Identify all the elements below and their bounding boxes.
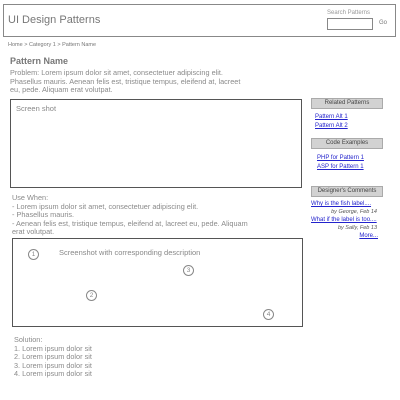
related-link-1[interactable]: Pattern Alt 1 xyxy=(315,114,348,120)
related-link-2[interactable]: Pattern Alt 2 xyxy=(315,123,348,129)
comment-link-2[interactable]: What if the label is too.... xyxy=(311,217,377,223)
related-patterns-header: Related Patterns xyxy=(311,98,383,109)
designers-comments-header: Designer's Comments xyxy=(311,186,383,197)
callout-marker-2: 2 xyxy=(86,290,97,301)
use-when-text: Use When: - Lorem ipsum dolor sit amet, consectetuer adipiscing elit. - Phasellus mauris. - Aenean felis est, tristique tempus, eleifend at, lacreet eu, pede. Aliquam erat volutpat. xyxy=(12,193,248,236)
breadcrumb[interactable]: Home > Category 1 > Pattern Name xyxy=(8,42,97,48)
more-comments-link[interactable]: More... xyxy=(359,233,378,239)
code-link-asp[interactable]: ASP for Pattern 1 xyxy=(317,164,364,170)
search-label: Search Patterns xyxy=(327,10,371,16)
go-button[interactable]: Go xyxy=(379,20,388,26)
comment-link-1[interactable]: Why is the fish label.... xyxy=(311,201,372,207)
code-examples-header: Code Examples xyxy=(311,138,383,149)
callout-marker-3: 3 xyxy=(183,265,194,276)
search-input[interactable] xyxy=(327,18,373,30)
annotated-screenshot-label: Screenshot with corresponding description xyxy=(59,248,201,257)
code-link-php[interactable]: PHP for Pattern 1 xyxy=(317,155,364,161)
solution-text: Solution: 1. Lorem ipsum dolor sit 2. Lorem ipsum dolor sit 3. Lorem ipsum dolor sit 4. Lorem ipsum dolor sit xyxy=(14,335,92,378)
site-title[interactable]: UI Design Patterns xyxy=(8,14,101,26)
page-title: Pattern Name xyxy=(10,56,69,66)
callout-marker-4: 4 xyxy=(263,309,274,320)
screenshot-label: Screen shot xyxy=(16,104,57,113)
callout-marker-1: 1 xyxy=(28,249,39,260)
comment-byline-2: by Sally, Feb 13 xyxy=(337,225,377,231)
problem-text: Problem: Lorem ipsum dolor sit amet, consectetuer adipiscing elit. Phasellus mauris. Aenean felis est, tristique tempus, eleifend at, lacreet eu, pede. Aliquam erat volutpat. xyxy=(10,68,241,94)
comment-byline-1: by George, Feb 14 xyxy=(331,209,377,215)
